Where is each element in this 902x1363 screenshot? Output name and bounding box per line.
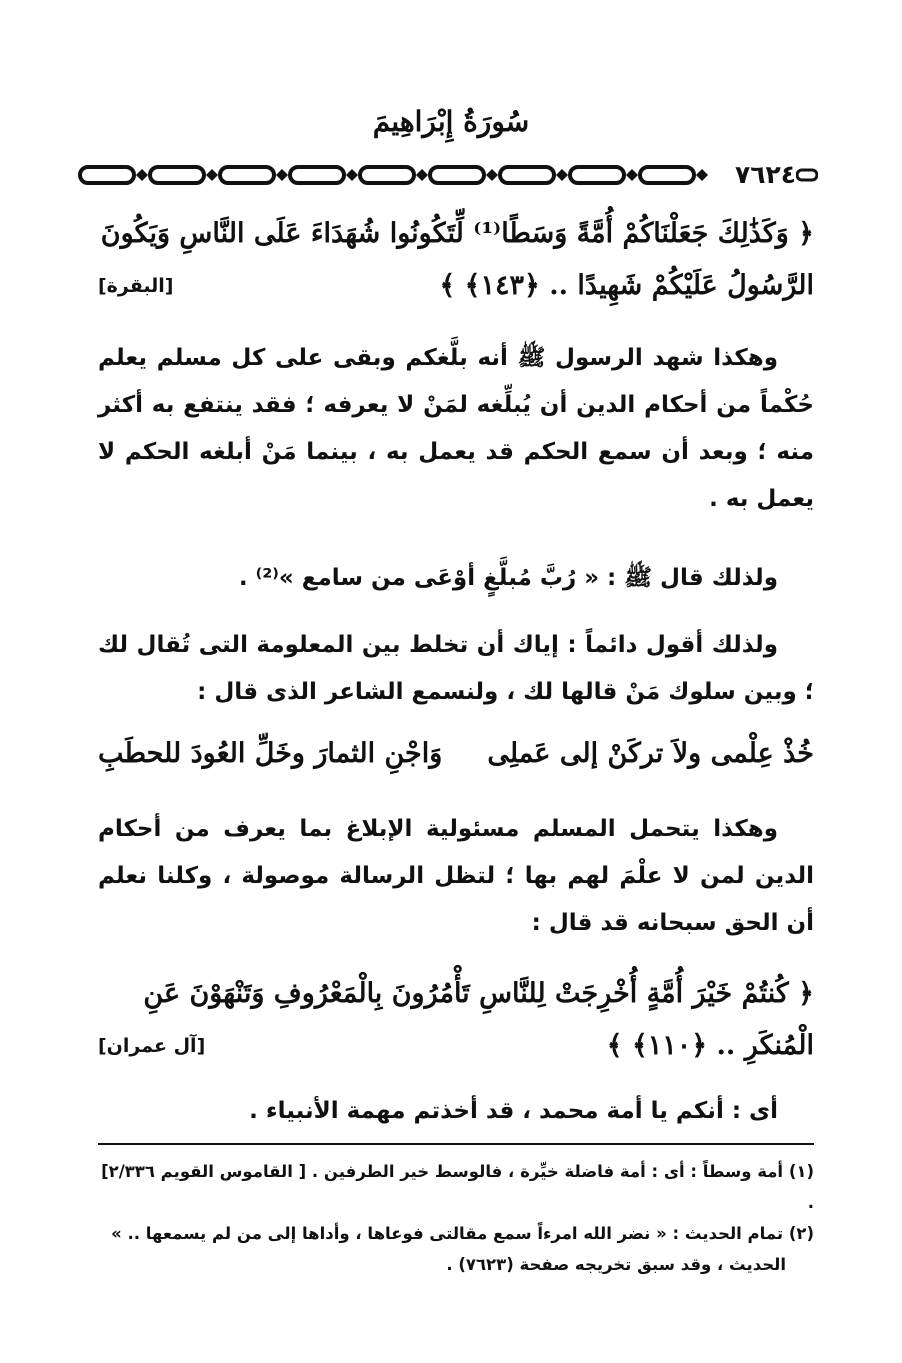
- page-header: [78, 158, 818, 192]
- diamond-icon: [136, 169, 148, 181]
- diamond-icon: [556, 169, 568, 181]
- poem-hemistich-second: وَاجْنِ الثمارَ وخَلِّ العُودَ للحطَبِ: [98, 738, 443, 769]
- diamond-icon: [276, 169, 288, 181]
- diamond-icon: [346, 169, 358, 181]
- poem-hemistich-first: خُذْ عِلْمى ولاَ تركَنْ إلى عَملِى: [487, 738, 814, 769]
- diamond-icon: [626, 169, 638, 181]
- surah-reference: [البقرة]: [98, 275, 174, 297]
- paragraph: ولذلك أقول دائماً : إياك أن تخلط بين المعلومة التى تُقال لك ؛ وبين سلوك مَنْ قالها لك ، ولنسمع الشاعر الذى قال :: [98, 632, 814, 705]
- footnote-2-continued: الحديث ، وقد سبق تخريجه صفحة (٧٦٢٣) .: [446, 1255, 786, 1274]
- chain-link-icon: [290, 167, 344, 183]
- quran-verse-baqarah: [98, 208, 814, 312]
- paragraph: أى : أنكم يا أمة محمد ، قد أخذتم مهمة الأنبياء .: [249, 1098, 778, 1124]
- footnote-2: (٢) تمام الحديث : « نضر الله امرءاً سمع مقالتى فوعاها ، وأداها إلى من لم يسمعها .. »: [111, 1224, 814, 1243]
- ornament-end-cap-icon: [796, 168, 818, 182]
- chain-link-icon: [360, 167, 414, 183]
- chain-link-icon: [640, 167, 694, 183]
- chain-link-icon: [150, 167, 204, 183]
- chain-link-icon: [430, 167, 484, 183]
- chain-link-icon: [80, 167, 134, 183]
- chain-link-icon: [570, 167, 624, 183]
- chain-link-icon: [500, 167, 554, 183]
- verse-line-with-reference: [98, 260, 814, 312]
- paragraph: ولذلك قال ﷺ : « رُبَّ مُبلَّغٍ أوْعَى من سامع »⁽²⁾ .: [238, 565, 778, 591]
- surah-title: سُورَةُ إِبْرَاهِيمَ: [372, 105, 530, 138]
- footnote-1: (١) أمة وسطاً : أى : أمة فاضلة خيِّرة ، فالوسط خير الطرفين . [ القاموس القويم ٢/٣٣٦] .: [101, 1162, 814, 1212]
- page-number: ٧٦٢٤: [734, 160, 796, 189]
- diamond-icon: [696, 169, 708, 181]
- footnote-divider: [98, 1143, 814, 1145]
- surah-reference: [آل عمران]: [98, 1035, 206, 1057]
- chain-ornament-icon: [78, 163, 708, 187]
- diamond-icon: [416, 169, 428, 181]
- verse-line: الرَّسُولُ عَلَيْكُمْ شَهِيدًا .. ﴿١٤٣﴾ ﴾: [439, 270, 814, 301]
- paragraph: وهكذا يتحمل المسلم مسئولية الإبلاغ بما يعرف من أحكام الدين لمن لا علْمَ لهم بها ؛ لتظل الرسالة موصولة ، وكلنا نعلم أن الحق سبحانه قد قال :: [98, 816, 814, 936]
- verse-line-with-reference: [98, 1020, 814, 1072]
- chain-link-icon: [220, 167, 274, 183]
- diamond-icon: [206, 169, 218, 181]
- paragraph: وهكذا شهد الرسول ﷺ أنه بلَّغكم وبقى على كل مسلم يعلم حُكْماً من أحكام الدين أن يُبلِّغه لمَنْ لا يعرفه ؛ فقد ينتفع به أكثر منه ؛ وبعد أن سمع الحكم قد يعمل به ، بينما مَنْ أبلغه الحكم لا يعمل به .: [98, 345, 814, 512]
- quran-verse-al-imran: [98, 968, 814, 1072]
- verse-line: الْمُنكَرِ .. ﴿١١٠﴾ ﴾: [606, 1030, 814, 1061]
- verse-line: ﴿ كُنتُمْ خَيْرَ أُمَّةٍ أُخْرِجَتْ لِلنَّاسِ تَأْمُرُونَ بِالْمَعْرُوفِ وَتَنْهَوْنَ عَنِ: [143, 978, 814, 1009]
- footnotes: [98, 1156, 814, 1280]
- diamond-icon: [486, 169, 498, 181]
- verse-line: ﴿ وَكَذَٰلِكَ جَعَلْنَاكُمْ أُمَّةً وَسَطًا⁽¹⁾ لِّتَكُونُوا شُهَدَاءَ عَلَى النَّاسِ وَيَكُونَ: [100, 218, 814, 249]
